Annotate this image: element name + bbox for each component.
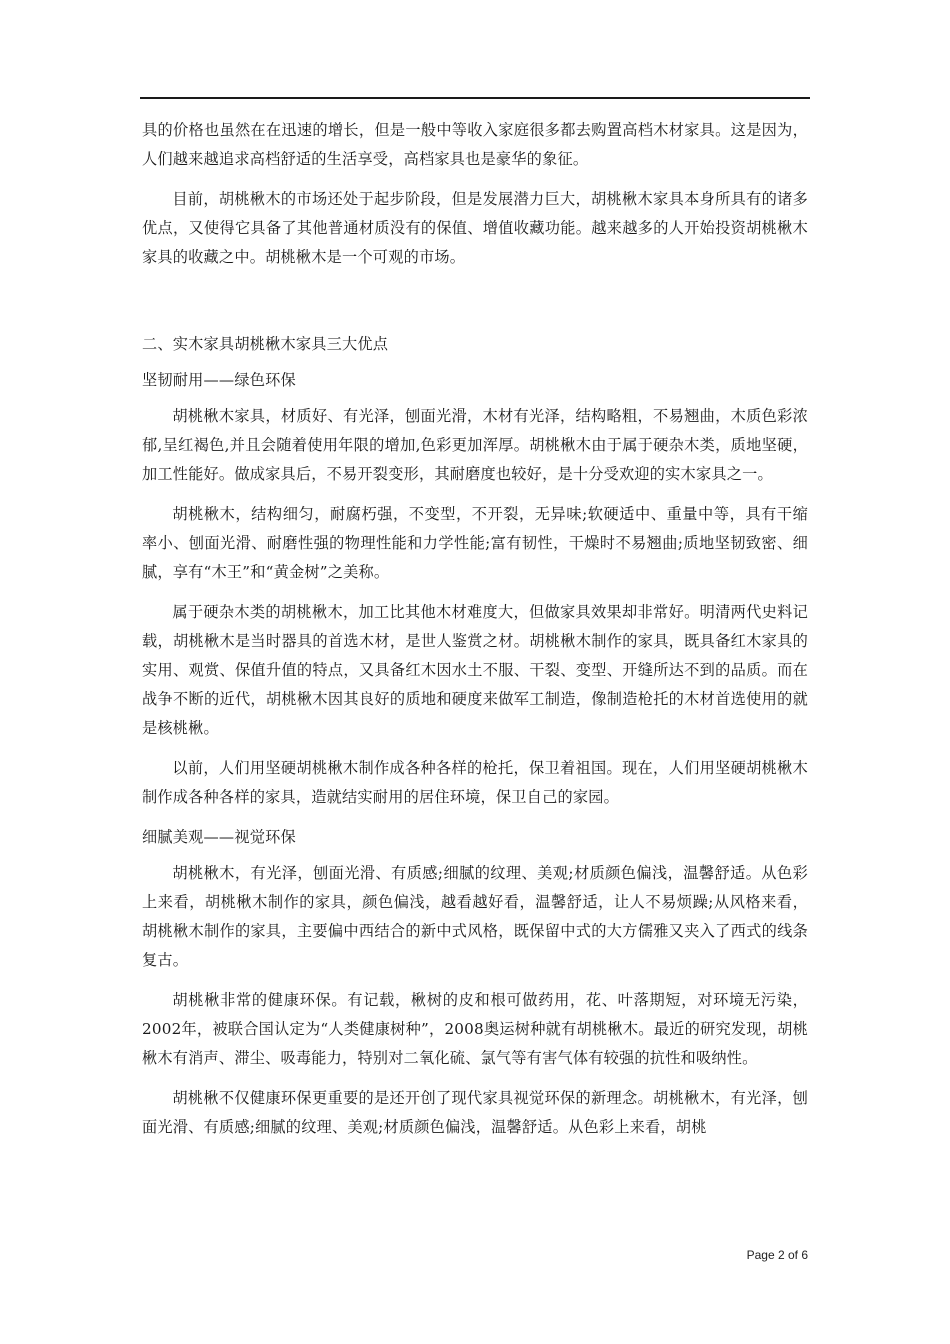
document-body [142,116,808,1153]
subsection-heading-1: 坚韧耐用——绿色环保 [142,371,296,389]
page-number: Page 2 of 6 [746,1248,808,1262]
paragraph-5: 属于硬杂木类的胡桃楸木，加工比其他木材难度大，但做家具效果却非常好。明清两代史料记载，胡桃楸木是当时器具的首选木材，是世人鉴赏之材。胡桃楸木制作的家具，既具备红木家具的实用、观赏、保值升值的特点，又具备红木因水土不服、干裂、变型、开缝所达不到的品质。而在战争不断的近代，胡桃楸木因其良好的质地和硬度来做军工制造，像制造枪托的木材首选使用的就是核桃楸。 [142,603,808,737]
paragraph-9: 胡桃楸不仅健康环保更重要的是还开创了现代家具视觉环保的新理念。胡桃楸木，有光泽，刨面光滑、有质感;细腻的纹理、美观;材质颜色偏浅，温馨舒适。从色彩上来看，胡桃 [142,1089,808,1136]
paragraph-6: 以前，人们用坚硬胡桃楸木制作成各种各样的枪托，保卫着祖国。现在，人们用坚硬胡桃楸木制作成各种各样的家具，造就结实耐用的居住环境，保卫自己的家园。 [142,759,808,806]
paragraph-3: 胡桃楸木家具，材质好、有光泽，刨面光滑，木材有光泽，结构略粗，不易翘曲，木质色彩浓郁,呈红褐色,并且会随着使用年限的增加,色彩更加浑厚。胡桃楸木由于属于硬杂木类，质地坚硬，加工性能好。做成家具后，不易开裂变形，其耐磨度也较好，是十分受欢迎的实木家具之一。 [142,407,808,483]
section-heading: 二、实木家具胡桃楸木家具三大优点 [142,335,389,353]
paragraph-2: 目前，胡桃楸木的市场还处于起步阶段，但是发展潜力巨大，胡桃楸木家具本身所具有的诸多优点，又使得它具备了其他普通材质没有的保值、增值收藏功能。越来越多的人开始投资胡桃楸木家具的收藏之中。胡桃楸木是一个可观的市场。 [142,190,808,266]
paragraph-7: 胡桃楸木，有光泽，刨面光滑、有质感;细腻的纹理、美观;材质颜色偏浅，温馨舒适。从色彩上来看，胡桃楸木制作的家具，颜色偏浅，越看越好看，温馨舒适，让人不易烦躁;从风格来看，胡桃楸木制作的家具，主要偏中西结合的新中式风格，既保留中式的大方儒雅又夹入了西式的线条复古。 [142,864,808,969]
paragraph-1: 具的价格也虽然在在迅速的增长，但是一般中等收入家庭很多都去购置高档木材家具。这是因为，人们越来越追求高档舒适的生活享受，高档家具也是豪华的象征。 [142,121,808,168]
paragraph-4: 胡桃楸木，结构细匀，耐腐朽强，不变型，不开裂，无异味;软硬适中、重量中等，具有干缩率小、刨面光滑、耐磨性强的物理性能和力学性能;富有韧性，干燥时不易翘曲;质地坚韧致密、细腻，享有“木王”和“黄金树”之美称。 [142,505,808,581]
paragraph-spacer [142,283,808,330]
paragraph-8: 胡桃楸非常的健康环保。有记载，楸树的皮和根可做药用，花、叶落期短，对环境无污染，2002年，被联合国认定为“人类健康树种”，2008奥运树种就有胡桃楸木。最近的研究发现，胡桃楸木有消声、滞尘、吸毒能力，特别对二氧化硫、氯气等有害气体有较强的抗性和吸纳性。 [142,991,808,1067]
header-rule [140,97,810,99]
subsection-heading-2: 细腻美观——视觉环保 [142,828,296,846]
